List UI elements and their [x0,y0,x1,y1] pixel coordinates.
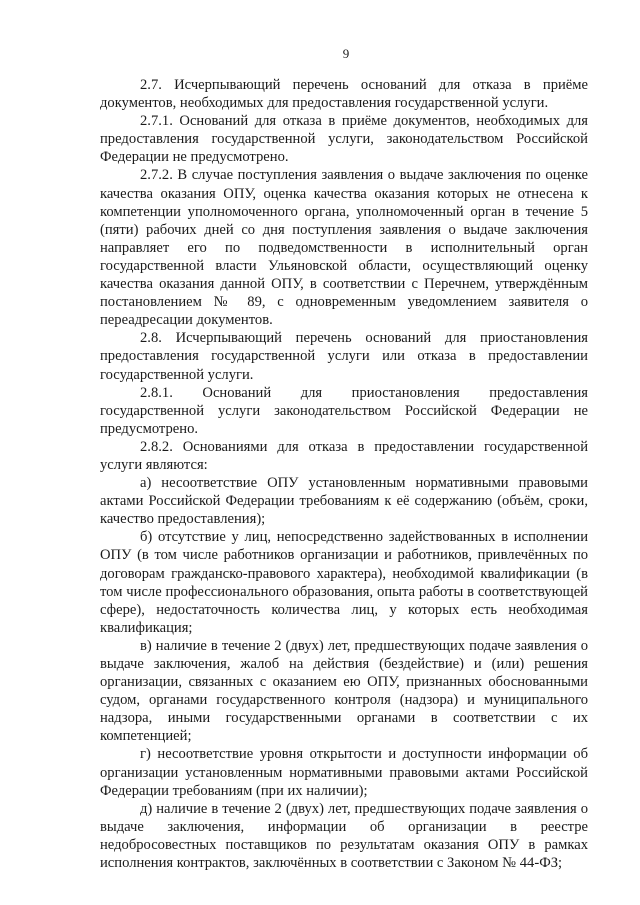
list-item-g: г) несоответствие уровня открытости и доступности информации об организации установленным нормативными правовыми актами Российской Федерации требованиям (при их наличии); [100,746,588,799]
paragraph-2-8: 2.8. Исчерпывающий перечень оснований для приостановления предоставления государственной услуги или отказа в предоставлении государственной услуги. [100,330,588,383]
paragraph-2-8-2: 2.8.2. Основаниями для отказа в предоставлении государственной услуги являются: [100,438,588,473]
list-item-b: б) отсутствие у лиц, непосредственно задействованных в исполнении ОПУ (в том числе работников организации и работников, привлечённых по договорам гражданско-правового характера), необходимой квалификации (в том числе профессионального образования, опыта работы в соответствующей сфере), недостаточность количества лиц, у которых есть необходимая квалификация; [100,529,588,636]
paragraph-2-8-1: 2.8.1. Оснований для приостановления предоставления государственной услуги законодательством Российской Федерации не предусмотрено. [100,384,588,437]
document-body [100,76,588,872]
paragraph-2-7-2: 2.7.2. В случае поступления заявления о выдаче заключения по оценке качества оказания ОПУ, оценка качества оказания которых не отнесена к компетенции уполномоченного органа, уполномоченный орган в течение 5 (пяти) рабочих дней со дня поступления заявления о выдаче заключения направляет его по подведомственности в исполнительный орган государственной власти Ульяновской области, осуществляющий оценку качества оказания данной ОПУ, в соответствии с Перечнем, утверждённым постановлением № 89, с одновременным уведомлением заявителя о переадресации документов. [100,167,588,329]
page-number: 9 [342,46,350,61]
paragraph-2-7-1: 2.7.1. Оснований для отказа в приёме документов, необходимых для предоставления государственной услуги, законодательством Российской Федерации не предусмотрено. [100,113,588,166]
list-item-d: д) наличие в течение 2 (двух) лет, предшествующих подаче заявления о выдаче заключения, информации об организации в реестре недобросовестных поставщиков по результатам оказания ОПУ в рамках исполнения контрактов, заключённых в соответствии с Законом № 44-ФЗ; [100,800,588,872]
paragraph-2-7: 2.7. Исчерпывающий перечень оснований для отказа в приёме документов, необходимых для предоставления государственной услуги. [100,77,588,112]
list-item-v: в) наличие в течение 2 (двух) лет, предшествующих подаче заявления о выдаче заключения, жалоб на действия (бездействие) и (или) решения организации, связанных с оказанием ею ОПУ, признанных обоснованными судом, органами государственного контроля (надзора) и муниципального надзора, иными государственными органами в соответствии с их компетенцией; [100,637,588,745]
list-item-a: а) несоответствие ОПУ установленным нормативными правовыми актами Российской Федерации требованиям к её содержанию (объём, сроки, качество предоставления); [100,475,588,528]
